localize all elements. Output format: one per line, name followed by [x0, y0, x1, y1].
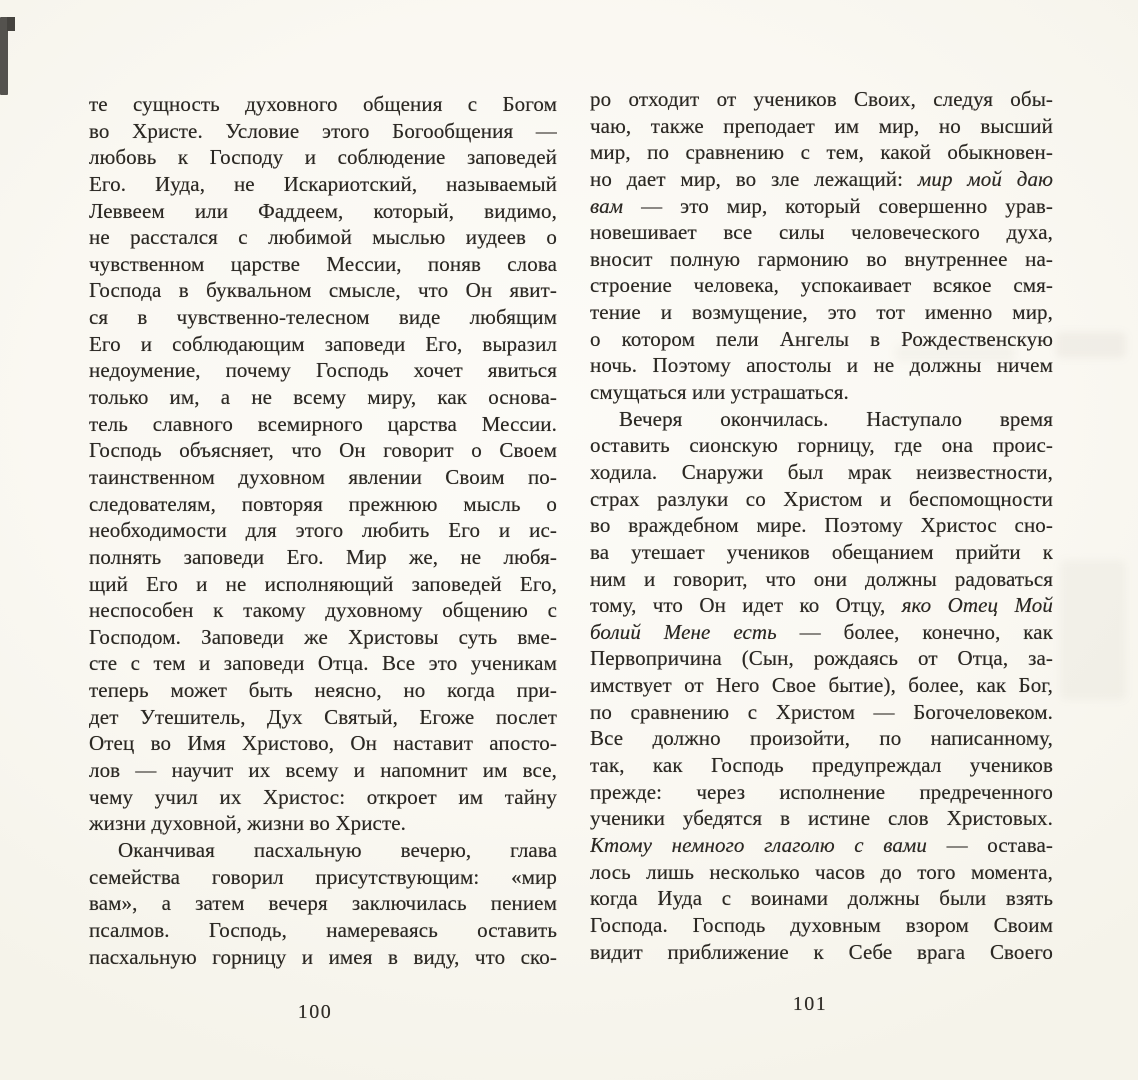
text-run: Господь объясняет, что Он говорит о Своем [89, 438, 557, 463]
italic-text-run: яко Отец Мой [901, 593, 1053, 618]
text-line [590, 406, 1053, 433]
text-run: необходимости для этого любить Его и ис- [89, 518, 557, 543]
page-right-text-column [590, 86, 1053, 965]
text-run: чувственном царстве Мессии, поняв слова [89, 251, 557, 276]
text-line [89, 198, 557, 225]
text-line [590, 672, 1053, 699]
text-line [590, 299, 1053, 326]
text-line [89, 144, 557, 171]
text-run: вам», а затем вечеря заключилась пением [89, 891, 557, 916]
text-line [89, 597, 557, 624]
text-run: таинственном духовном явлении Своим по- [89, 464, 557, 489]
text-line [590, 619, 1053, 646]
text-run: смущаться или устрашаться. [590, 380, 849, 405]
text-run: — это мир, который совершенно урав- [623, 193, 1053, 218]
text-run: во Христе. Условие этого Богообщения — [89, 118, 557, 143]
text-line [89, 784, 557, 811]
text-run: сте с тем и заповеди Отца. Все это ученикам [89, 651, 557, 676]
text-line [89, 437, 557, 464]
text-run: ва утешает учеников обещанием прийти к [590, 539, 1053, 564]
text-run: неспособен к такому духовному общению с [89, 598, 557, 623]
text-line [89, 384, 557, 411]
text-line [89, 704, 557, 731]
text-line [590, 379, 1053, 406]
text-line [89, 544, 557, 571]
text-run: чаю, также преподает им мир, но высший [590, 113, 1053, 138]
text-line [590, 752, 1053, 779]
italic-text-run: болий Мене есть [590, 619, 777, 644]
text-run: о котором пели Ангелы в Рождественскую [590, 326, 1053, 351]
text-run: Первопричина (Сын, рождаясь от Отца, за- [590, 646, 1053, 671]
text-line [590, 326, 1053, 353]
text-run: щий Его и не исполняющий заповедей Его, [89, 571, 557, 596]
text-line [590, 832, 1053, 859]
text-run: — остава- [927, 832, 1053, 857]
text-line [89, 810, 557, 837]
text-run: оставить сионскую горницу, где она проис- [590, 433, 1053, 458]
text-line [89, 917, 557, 944]
text-run: лов — научит их всему и напомнит им все, [89, 758, 557, 783]
text-run: псалмов. Господь, намереваясь оставить [89, 917, 557, 942]
text-run: только им, а не всему миру, как основа- [89, 385, 557, 410]
text-run: недоумение, почему Господь хочет явиться [89, 358, 557, 383]
text-line [89, 118, 557, 145]
text-run: те сущность духовного общения с Богом [89, 92, 557, 116]
page-left-text-column [89, 91, 557, 970]
text-line [89, 837, 557, 864]
text-run: мир, по сравнению с тем, какой обыкновен- [590, 140, 1053, 165]
text-run: Леввеем или Фаддеем, который, видимо, [89, 198, 557, 223]
text-run: ходила. Снаружи был мрак неизвестности, [590, 459, 1053, 484]
text-line [89, 864, 557, 891]
text-run: ночь. Поэтому апостолы и не должны ничем [590, 353, 1053, 378]
text-run: следователям, повторяя прежнюю мысль о [89, 491, 557, 516]
italic-text-run: мир мой даю [917, 166, 1053, 191]
text-line [590, 645, 1053, 672]
text-line [89, 757, 557, 784]
text-run: строение человека, успокаивает всякое смя- [590, 273, 1053, 298]
text-run: тому, что Он идет ко Отцу, [590, 593, 902, 618]
text-run: страх разлуки со Христом и беспомощности [590, 486, 1053, 511]
text-run: когда Иуда с воинами должны были взять [590, 886, 1053, 911]
text-run: семейства говорил присутствующим: «мир [89, 864, 557, 889]
text-line [590, 193, 1053, 220]
text-run: ученики убедятся в истине слов Христовых. [590, 806, 1053, 831]
text-line [590, 486, 1053, 513]
text-run: — более, конечно, как [776, 619, 1053, 644]
text-line [89, 650, 557, 677]
text-line [590, 113, 1053, 140]
text-line [89, 304, 557, 331]
text-run: по сравнению с Христом — Богочеловеком. [590, 699, 1053, 724]
text-run: жизни духовной, жизни во Христе. [89, 811, 407, 836]
text-run: не расстался с любимой мыслью иудеев о [89, 225, 557, 250]
text-run: лось лишь несколько часов до того момента, [590, 859, 1053, 884]
text-run: имствует от Него Свое бытие), более, как Бог, [590, 673, 1053, 698]
text-line [89, 571, 557, 598]
text-run: чему учил их Христос: откроет им тайну [89, 784, 557, 809]
text-line [590, 459, 1053, 486]
text-line [590, 859, 1053, 886]
text-line [89, 171, 557, 198]
text-line [590, 219, 1053, 246]
text-run: Вечеря окончилась. Наступало время [619, 406, 1053, 431]
text-run: тель славного всемирного царства Мессии. [89, 411, 557, 436]
text-run: ро отходит от учеников Своих, следуя обы- [590, 87, 1053, 111]
text-line [89, 944, 557, 971]
page-number-left: 100 [297, 1001, 333, 1023]
text-run: дет Утешитель, Дух Святый, Егоже послет [89, 704, 557, 729]
text-run: ним и говорит, что они должны радоваться [590, 566, 1053, 591]
text-line [590, 885, 1053, 912]
bleed-through-artifact [1060, 560, 1126, 700]
text-line [590, 912, 1053, 939]
text-run: прежде: через исполнение предреченного [590, 779, 1053, 804]
text-run: новешивает все силы человеческого духа, [590, 220, 1053, 245]
text-run: пасхальную горницу и имея в виду, что ско- [89, 944, 557, 969]
text-run: Его. Иуда, не Искариотский, называемый [89, 171, 557, 196]
text-line [89, 491, 557, 518]
text-run: Господа в буквальном смысле, что Он явит- [89, 278, 557, 303]
text-run: Все должно произойти, по написанному, [590, 726, 1053, 751]
text-line [590, 246, 1053, 273]
text-line [89, 677, 557, 704]
text-run: Отец во Имя Христово, Он наставит апосто- [89, 731, 557, 756]
text-run: ся в чувственно-телесном виде любящим [89, 305, 557, 330]
text-line [89, 357, 557, 384]
text-line [89, 464, 557, 491]
text-run: тение и возмущение, это тот именно мир, [590, 300, 1053, 325]
text-run: Господом. Заповеди же Христовы суть вме- [89, 624, 557, 649]
text-line [89, 251, 557, 278]
text-line [89, 91, 557, 118]
text-line [89, 411, 557, 438]
text-run: но дает мир, во зле лежащий: [590, 166, 918, 191]
text-line [590, 779, 1053, 806]
text-line [590, 86, 1053, 113]
text-line [590, 272, 1053, 299]
italic-text-run: вам [590, 193, 624, 218]
text-line [89, 517, 557, 544]
text-line [590, 512, 1053, 539]
text-run: вносит полную гармонию во внутреннее на- [590, 246, 1053, 271]
text-line [89, 331, 557, 358]
page-number-right: 101 [792, 993, 828, 1015]
text-run: так, как Господь предупреждал учеников [590, 753, 1053, 778]
text-line [590, 432, 1053, 459]
text-line [89, 277, 557, 304]
text-run: Господа. Господь духовным взором Своим [590, 912, 1053, 937]
text-line [590, 352, 1053, 379]
italic-text-run: Ктому немного глаголю с вами [590, 832, 928, 857]
text-line [590, 592, 1053, 619]
text-run: Оканчивая пасхальную вечерю, глава [118, 837, 557, 862]
text-line [89, 730, 557, 757]
bleed-through-artifact [1056, 332, 1126, 358]
text-line [590, 539, 1053, 566]
text-run: любовь к Господу и соблюдение заповедей [89, 145, 557, 170]
text-run: теперь может быть неясно, но когда при- [89, 678, 557, 703]
text-run: видит приближение к Себе врага Своего [590, 939, 1053, 964]
text-line [590, 166, 1053, 193]
text-run: во враждебном мире. Поэтому Христос сно- [590, 513, 1053, 538]
text-line [89, 624, 557, 651]
text-line [590, 725, 1053, 752]
text-line [89, 224, 557, 251]
text-line [590, 566, 1053, 593]
scan-edge-artifact-small [7, 17, 15, 31]
text-line [590, 139, 1053, 166]
text-line [89, 890, 557, 917]
text-line [590, 805, 1053, 832]
text-line [590, 699, 1053, 726]
text-run: полнять заповеди Его. Мир же, не любя- [89, 544, 557, 569]
text-run: Его и соблюдающим заповеди Его, выразил [89, 331, 557, 356]
text-line [590, 939, 1053, 966]
